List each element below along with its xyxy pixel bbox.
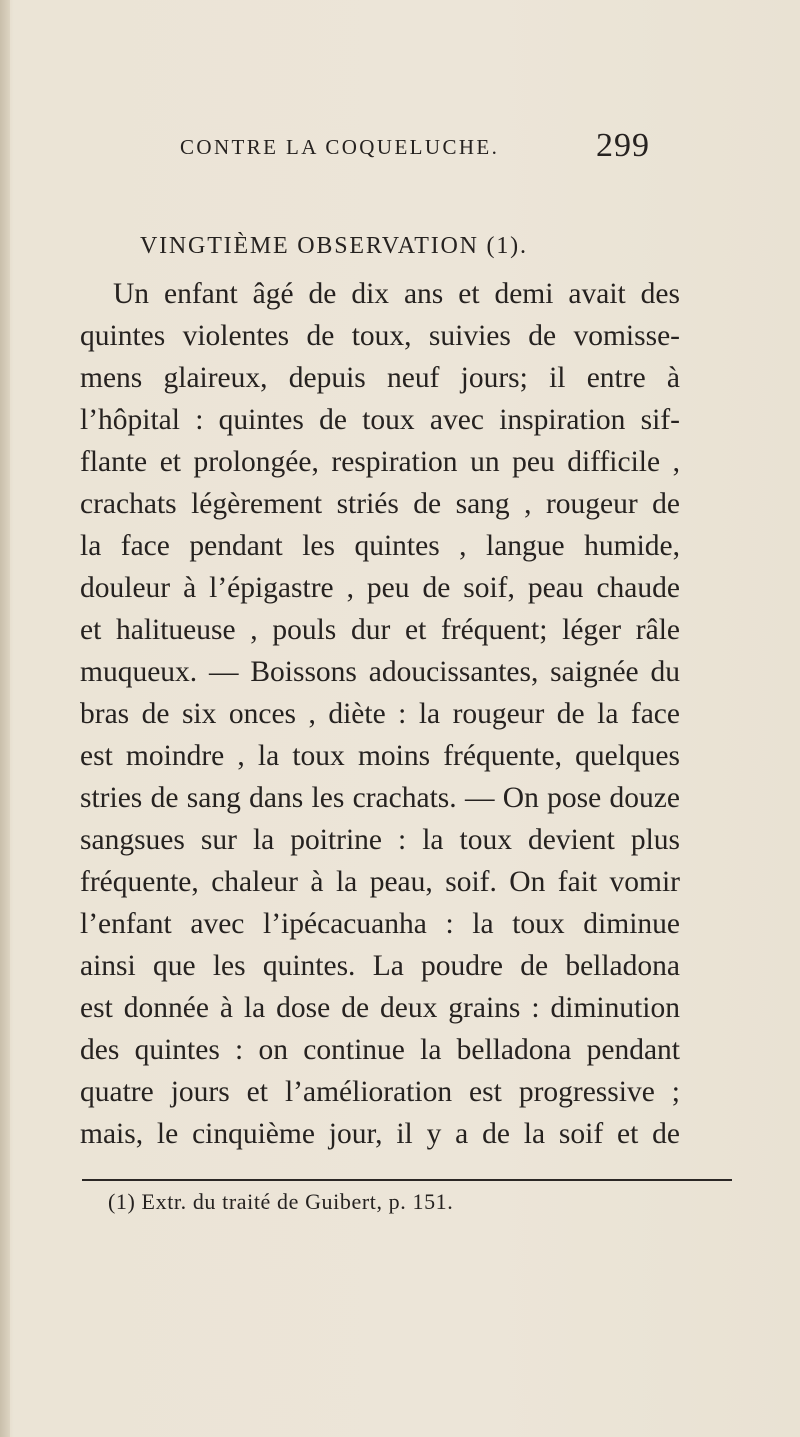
footnote-divider xyxy=(82,1179,732,1181)
text-line: l’enfant avec l’ipécacuanha : la toux diminue xyxy=(80,908,680,940)
text-line: fréquente, chaleur à la peau, soif. On fait vomir xyxy=(80,866,680,898)
text-line: la face pendant les quintes , langue humide, xyxy=(80,530,680,562)
text-line: et halitueuse , pouls dur et fréquent; léger râle xyxy=(80,614,680,646)
text-line: ainsi que les quintes. La poudre de belladona xyxy=(80,950,680,982)
text-line: est moindre , la toux moins fréquente, quelques xyxy=(80,740,680,772)
text-line: l’hôpital : quintes de toux avec inspiration sif- xyxy=(80,404,680,436)
page-spine-edge xyxy=(0,0,10,1437)
text-line: quintes violentes de toux, suivies de vomisse- xyxy=(80,320,680,352)
footnote: (1) Extr. du traité de Guibert, p. 151. xyxy=(108,1189,454,1214)
text-line: douleur à l’épigastre , peu de soif, peau chaude xyxy=(80,572,680,604)
text-line: mais, le cinquième jour, il y a de la soif et de xyxy=(80,1118,680,1150)
text-line: mens glaireux, depuis neuf jours; il entre à xyxy=(80,362,680,394)
text-line: bras de six onces , diète : la rougeur de la face xyxy=(80,698,680,730)
running-header xyxy=(180,127,650,167)
page-number: 299 xyxy=(596,127,650,164)
running-title: CONTRE LA COQUELUCHE. xyxy=(180,135,500,159)
text-line: sangsues sur la poitrine : la toux devient plus xyxy=(80,824,680,856)
text-line: Un enfant âgé de dix ans et demi avait des xyxy=(113,278,680,310)
body-paragraph xyxy=(80,273,680,1155)
text-line: crachats légèrement striés de sang , rougeur de xyxy=(80,488,680,520)
text-line: quatre jours et l’amélioration est progressive ; xyxy=(80,1076,680,1108)
section-heading: VINGTIÈME OBSERVATION (1). xyxy=(140,233,528,259)
text-line: flante et prolongée, respiration un peu difficile , xyxy=(80,446,680,478)
text-line: stries de sang dans les crachats. — On pose douze xyxy=(80,782,680,814)
text-line: est donnée à la dose de deux grains : diminution xyxy=(80,992,680,1024)
text-line: des quintes : on continue la belladona pendant xyxy=(80,1034,680,1066)
text-line: muqueux. — Boissons adoucissantes, saignée du xyxy=(80,656,680,688)
